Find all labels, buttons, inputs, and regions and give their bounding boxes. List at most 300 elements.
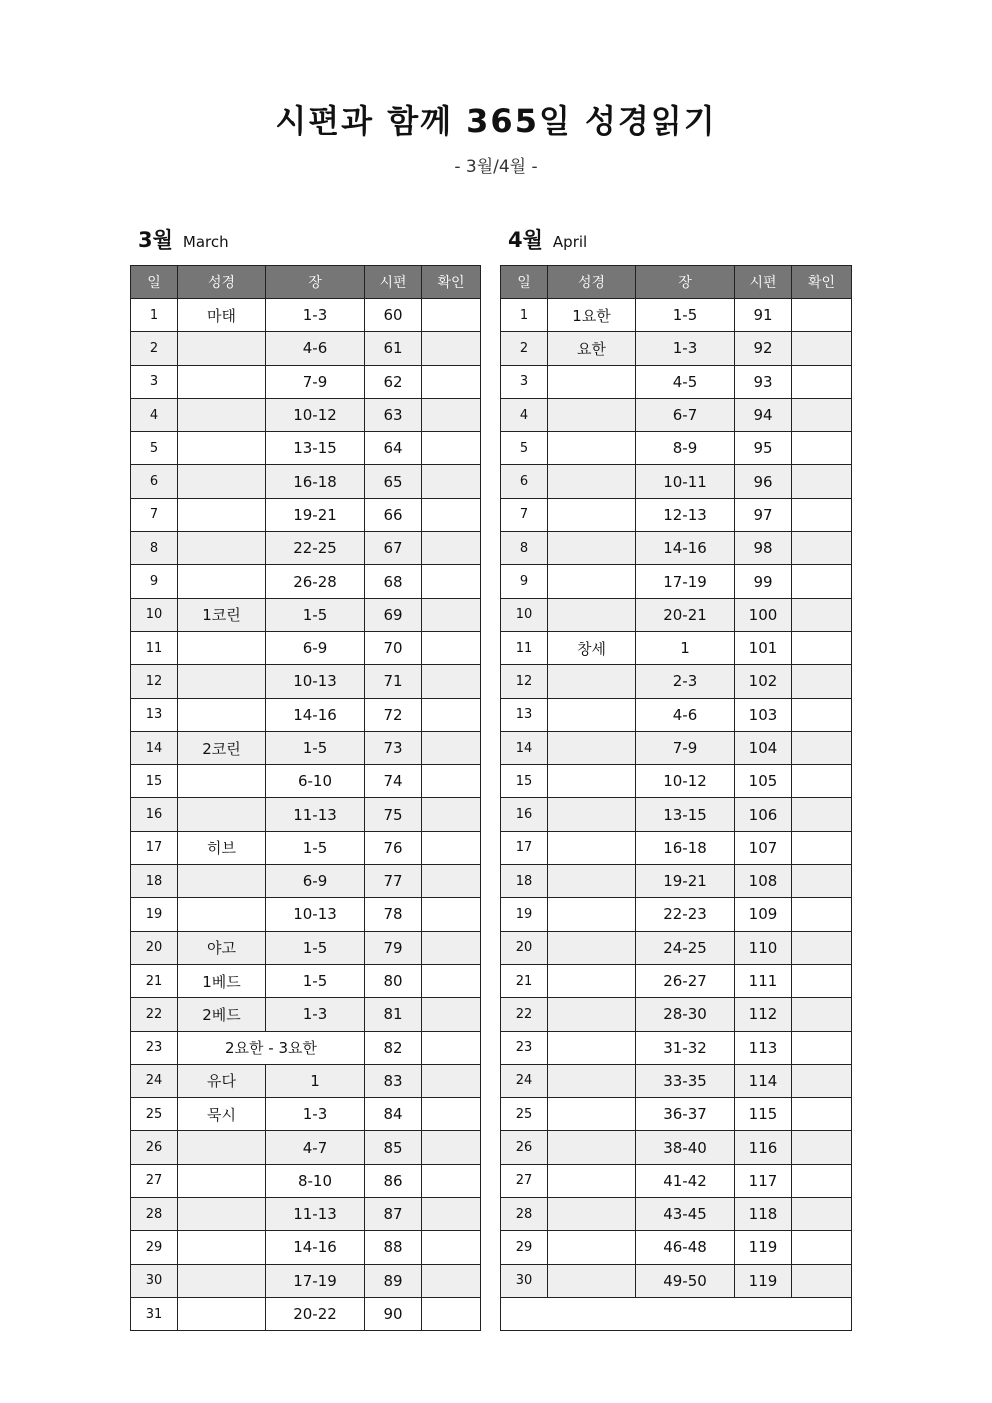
book-cell: 2베드 [178,998,266,1031]
psalm-cell: 63 [365,398,422,431]
check-cell[interactable] [422,665,481,698]
psalm-cell: 78 [365,898,422,931]
check-cell[interactable] [792,1031,852,1064]
day-cell: 31 [131,1297,178,1330]
chapter-cell: 6-9 [266,631,365,664]
day-cell: 3 [131,365,178,398]
chapter-cell: 10-12 [636,765,735,798]
check-cell[interactable] [792,532,852,565]
psalm-cell: 105 [735,765,792,798]
psalm-cell: 90 [365,1297,422,1330]
day-cell: 30 [131,1264,178,1297]
book-cell: 1베드 [178,964,266,997]
table-row [501,398,852,431]
day-cell: 28 [131,1198,178,1231]
chapter-cell: 6-7 [636,398,735,431]
psalm-cell: 84 [365,1098,422,1131]
table-row [131,898,481,931]
check-cell[interactable] [422,398,481,431]
check-cell[interactable] [792,498,852,531]
table-row [501,1164,852,1197]
day-cell: 9 [501,565,548,598]
book-cell [548,1198,636,1231]
psalm-cell: 83 [365,1064,422,1097]
table-row [131,432,481,465]
day-cell: 6 [501,465,548,498]
table-row [501,1031,852,1064]
table-row [501,299,852,332]
check-cell[interactable] [422,1164,481,1197]
day-cell: 25 [501,1098,548,1131]
psalm-cell: 102 [735,665,792,698]
table-row [501,532,852,565]
check-cell[interactable] [422,698,481,731]
day-cell: 20 [501,931,548,964]
check-cell[interactable] [792,931,852,964]
psalm-cell: 119 [735,1264,792,1297]
check-cell[interactable] [422,532,481,565]
chapter-cell: 4-6 [266,332,365,365]
day-cell: 17 [501,831,548,864]
check-cell[interactable] [422,1198,481,1231]
table-row [501,998,852,1031]
header-chapter: 장 [266,266,365,299]
check-cell[interactable] [422,465,481,498]
check-cell[interactable] [792,631,852,664]
book-cell [548,532,636,565]
book-cell [548,598,636,631]
check-cell[interactable] [422,998,481,1031]
psalm-cell: 99 [735,565,792,598]
table-row [131,332,481,365]
check-cell[interactable] [422,765,481,798]
psalm-cell: 117 [735,1164,792,1197]
book-cell: 히브 [178,831,266,864]
chapter-cell: 1-5 [636,299,735,332]
check-cell[interactable] [422,931,481,964]
chapter-cell: 2-3 [636,665,735,698]
book-cell [548,1164,636,1197]
psalm-cell: 76 [365,831,422,864]
chapter-cell: 49-50 [636,1264,735,1297]
march-reading-table [130,265,481,1331]
book-cell [548,1264,636,1297]
day-cell: 4 [131,398,178,431]
psalm-cell: 82 [365,1031,422,1064]
day-cell: 19 [501,898,548,931]
psalm-cell: 72 [365,698,422,731]
check-cell[interactable] [792,1264,852,1297]
psalm-cell: 95 [735,432,792,465]
psalm-cell: 70 [365,631,422,664]
psalm-cell: 89 [365,1264,422,1297]
psalm-cell: 80 [365,964,422,997]
table-row [131,398,481,431]
psalm-cell: 118 [735,1198,792,1231]
march-heading [138,224,229,254]
book-cell [178,498,266,531]
chapter-cell: 4-5 [636,365,735,398]
table-row [501,365,852,398]
empty-row [501,1297,852,1330]
book-cell [178,1264,266,1297]
table-row [501,565,852,598]
check-cell[interactable] [792,698,852,731]
table-row [501,1264,852,1297]
check-cell[interactable] [422,831,481,864]
book-cell: 2코린 [178,731,266,764]
day-cell: 29 [131,1231,178,1264]
chapter-cell: 19-21 [636,865,735,898]
psalm-cell: 114 [735,1064,792,1097]
book-cell [548,498,636,531]
day-cell: 14 [501,731,548,764]
day-cell: 21 [501,964,548,997]
book-cell [178,398,266,431]
check-cell[interactable] [792,1098,852,1131]
table-row [131,1031,481,1064]
day-cell: 13 [501,698,548,731]
table-header-row [501,266,852,299]
psalm-cell: 109 [735,898,792,931]
chapter-cell: 38-40 [636,1131,735,1164]
day-cell: 23 [131,1031,178,1064]
check-cell[interactable] [792,665,852,698]
book-cell [178,865,266,898]
book-cell [548,1098,636,1131]
table-row [501,698,852,731]
header-check: 확인 [422,266,481,299]
april-name: April [552,233,588,251]
day-cell: 26 [501,1131,548,1164]
chapter-cell: 10-12 [266,398,365,431]
chapter-cell: 10-13 [266,665,365,698]
book-cell [548,765,636,798]
chapter-cell: 22-25 [266,532,365,565]
book-cell [178,1198,266,1231]
psalm-cell: 94 [735,398,792,431]
day-cell: 11 [501,631,548,664]
check-cell[interactable] [422,631,481,664]
chapter-cell: 1-3 [266,299,365,332]
check-cell[interactable] [422,432,481,465]
check-cell[interactable] [422,964,481,997]
psalm-cell: 62 [365,365,422,398]
psalm-cell: 69 [365,598,422,631]
psalm-cell: 64 [365,432,422,465]
chapter-cell: 1-5 [266,731,365,764]
table-row [501,432,852,465]
book-cell [548,731,636,764]
check-cell[interactable] [792,964,852,997]
table-row [131,1131,481,1164]
table-row [501,798,852,831]
psalm-cell: 67 [365,532,422,565]
table-header-row [131,266,481,299]
check-cell[interactable] [792,898,852,931]
psalm-cell: 113 [735,1031,792,1064]
check-cell[interactable] [422,1131,481,1164]
table-row [501,865,852,898]
chapter-cell: 26-27 [636,964,735,997]
psalm-cell: 86 [365,1164,422,1197]
book-cell [548,698,636,731]
book-cell: 요한 [548,332,636,365]
chapter-cell: 12-13 [636,498,735,531]
table-row [131,465,481,498]
chapter-cell: 1-3 [266,1098,365,1131]
table-row [131,765,481,798]
day-cell: 5 [131,432,178,465]
check-cell[interactable] [792,332,852,365]
day-cell: 12 [131,665,178,698]
page-title: 시편과 함께 365일 성경읽기 [275,102,717,140]
table-row [131,598,481,631]
check-cell[interactable] [422,1297,481,1330]
march-label: 3월 [138,228,173,252]
chapter-cell: 16-18 [636,831,735,864]
check-cell[interactable] [422,1064,481,1097]
check-cell[interactable] [792,299,852,332]
book-cell [178,898,266,931]
day-cell: 8 [131,532,178,565]
check-cell[interactable] [422,898,481,931]
table-row [501,598,852,631]
check-cell[interactable] [792,1131,852,1164]
day-cell: 16 [131,798,178,831]
book-cell [548,1231,636,1264]
check-cell[interactable] [792,598,852,631]
check-cell[interactable] [792,765,852,798]
psalm-cell: 81 [365,998,422,1031]
psalm-cell: 110 [735,931,792,964]
day-cell: 23 [501,1031,548,1064]
psalm-cell: 96 [735,465,792,498]
day-cell: 20 [131,931,178,964]
psalm-cell: 93 [735,365,792,398]
book-cell: 2요한 - 3요한 [178,1031,365,1064]
chapter-cell: 14-16 [636,532,735,565]
table-row [131,865,481,898]
chapter-cell: 1-3 [266,998,365,1031]
psalm-cell: 111 [735,964,792,997]
check-cell[interactable] [422,565,481,598]
check-cell[interactable] [422,865,481,898]
table-row [131,365,481,398]
check-cell[interactable] [422,498,481,531]
table-row [501,465,852,498]
day-cell: 11 [131,631,178,664]
header-psalm: 시편 [735,266,792,299]
book-cell [548,465,636,498]
book-cell [178,332,266,365]
book-cell [548,665,636,698]
book-cell [548,565,636,598]
chapter-cell: 17-19 [266,1264,365,1297]
header-psalm: 시편 [365,266,422,299]
check-cell[interactable] [792,365,852,398]
check-cell[interactable] [792,1064,852,1097]
day-cell: 22 [501,998,548,1031]
chapter-cell: 11-13 [266,798,365,831]
day-cell: 19 [131,898,178,931]
table-row [501,931,852,964]
check-cell[interactable] [792,565,852,598]
book-cell [178,465,266,498]
day-cell: 27 [131,1164,178,1197]
psalm-cell: 61 [365,332,422,365]
psalm-cell: 107 [735,831,792,864]
check-cell[interactable] [792,731,852,764]
day-cell: 25 [131,1098,178,1131]
chapter-cell: 7-9 [266,365,365,398]
table-row [131,631,481,664]
psalm-cell: 88 [365,1231,422,1264]
table-row [131,831,481,864]
day-cell: 4 [501,398,548,431]
chapter-cell: 13-15 [266,432,365,465]
table-row [501,765,852,798]
psalm-cell: 92 [735,332,792,365]
book-cell [548,398,636,431]
header-check: 확인 [792,266,852,299]
table-row [131,1164,481,1197]
table-row [131,565,481,598]
psalm-cell: 116 [735,1131,792,1164]
day-cell: 2 [131,332,178,365]
check-cell[interactable] [422,1231,481,1264]
table-row [501,1198,852,1231]
check-cell[interactable] [422,332,481,365]
psalm-cell: 79 [365,931,422,964]
april-label: 4월 [508,228,543,252]
table-row [131,931,481,964]
chapter-cell: 17-19 [636,565,735,598]
book-cell [548,1131,636,1164]
book-cell [548,964,636,997]
chapter-cell: 20-22 [266,1297,365,1330]
check-cell[interactable] [422,1031,481,1064]
book-cell [178,631,266,664]
check-cell[interactable] [792,998,852,1031]
chapter-cell: 13-15 [636,798,735,831]
psalm-cell: 91 [735,299,792,332]
table-row [501,332,852,365]
day-cell: 21 [131,964,178,997]
table-row [131,665,481,698]
chapter-cell: 22-23 [636,898,735,931]
chapter-cell: 28-30 [636,998,735,1031]
check-cell[interactable] [792,432,852,465]
chapter-cell: 16-18 [266,465,365,498]
april-reading-table [500,265,852,1331]
check-cell[interactable] [422,731,481,764]
table-row [501,631,852,664]
chapter-cell: 46-48 [636,1231,735,1264]
chapter-cell: 26-28 [266,565,365,598]
table-row [501,1231,852,1264]
chapter-cell: 14-16 [266,698,365,731]
chapter-cell: 20-21 [636,598,735,631]
chapter-cell: 1-5 [266,964,365,997]
check-cell[interactable] [422,798,481,831]
book-cell [178,798,266,831]
psalm-cell: 101 [735,631,792,664]
chapter-cell: 7-9 [636,731,735,764]
table-row [501,898,852,931]
book-cell [178,1297,266,1330]
book-cell [178,765,266,798]
chapter-cell: 33-35 [636,1064,735,1097]
book-cell [178,1231,266,1264]
table-row [501,1131,852,1164]
psalm-cell: 74 [365,765,422,798]
day-cell: 8 [501,532,548,565]
check-cell[interactable] [422,299,481,332]
check-cell[interactable] [792,1231,852,1264]
check-cell[interactable] [792,831,852,864]
header-chapter: 장 [636,266,735,299]
book-cell [548,365,636,398]
day-cell: 7 [501,498,548,531]
day-cell: 29 [501,1231,548,1264]
day-cell: 12 [501,665,548,698]
check-cell[interactable] [792,798,852,831]
check-cell[interactable] [422,1264,481,1297]
book-cell [548,931,636,964]
day-cell: 14 [131,731,178,764]
table-row [501,1098,852,1131]
table-row [501,731,852,764]
book-cell: 묵시 [178,1098,266,1131]
psalm-cell: 71 [365,665,422,698]
table-row [131,1198,481,1231]
day-cell: 6 [131,465,178,498]
april-heading [508,224,587,254]
chapter-cell: 1 [266,1064,365,1097]
book-cell [178,698,266,731]
check-cell[interactable] [792,1164,852,1197]
table-row [131,1064,481,1097]
day-cell: 10 [501,598,548,631]
psalm-cell: 85 [365,1131,422,1164]
table-row [131,1264,481,1297]
book-cell: 마태 [178,299,266,332]
book-cell [548,1031,636,1064]
psalm-cell: 66 [365,498,422,531]
check-cell[interactable] [792,1198,852,1231]
check-cell[interactable] [422,365,481,398]
check-cell[interactable] [792,398,852,431]
chapter-cell: 4-6 [636,698,735,731]
check-cell[interactable] [422,1098,481,1131]
table-row [131,498,481,531]
table-row [131,1297,481,1330]
check-cell[interactable] [792,865,852,898]
check-cell[interactable] [422,598,481,631]
psalm-cell: 104 [735,731,792,764]
day-cell: 18 [501,865,548,898]
psalm-cell: 112 [735,998,792,1031]
day-cell: 9 [131,565,178,598]
header-day: 일 [131,266,178,299]
check-cell[interactable] [792,465,852,498]
chapter-cell: 10-13 [266,898,365,931]
day-cell: 30 [501,1264,548,1297]
chapter-cell: 14-16 [266,1231,365,1264]
chapter-cell: 10-11 [636,465,735,498]
table-row [131,1231,481,1264]
